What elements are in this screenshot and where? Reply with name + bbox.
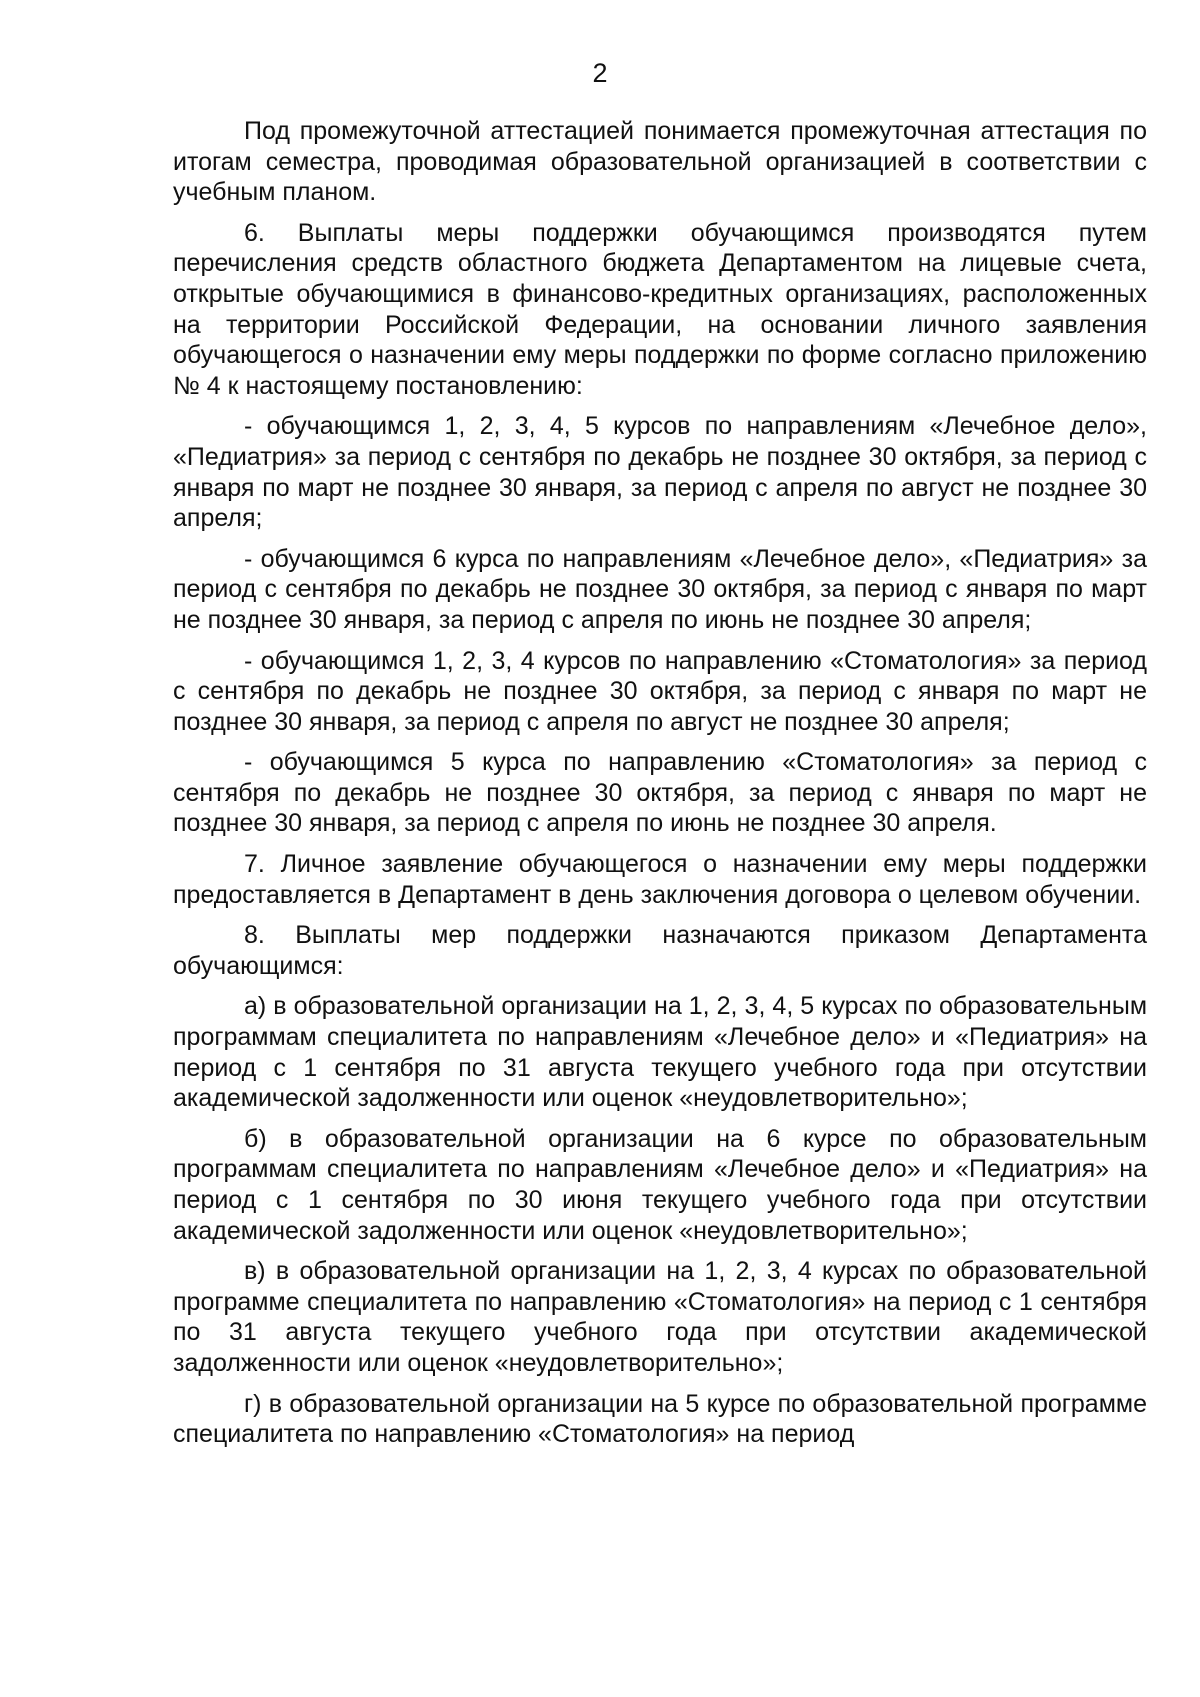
list-item-a: а) в образовательной организации на 1, 2, 3, 4, 5 курсах по образовательным программам специалитета по направлениям «Лечебное дело» и «Педиатрия» на период с 1 сентября по 31 августа текущего учебного года при отсутствии академической задолженности или оценок «неудовлетворительно»; (173, 992, 1147, 1113)
paragraph-8-order: 8. Выплаты мер поддержки назначаются приказом Департамента обучающимся: (173, 921, 1147, 980)
paragraph-7-application: 7. Личное заявление обучающегося о назначении ему меры поддержки предоставляется в Департамент в день заключения договора о целевом обучении. (173, 850, 1147, 909)
list-item-v: в) в образовательной организации на 1, 2, 3, 4 курсах по образовательной программе специалитета по направлению «Стоматология» на период с 1 сентября по 31 августа текущего учебного года при отсутствии академической задолженности или оценок «неудовлетворительно»; (173, 1257, 1147, 1377)
list-item-course-6-general: - обучающимся 6 курса по направлениям «Лечебное дело», «Педиатрия» за период с сентября по декабрь не позднее 30 октября, за период с января по март не позднее 30 января, за период с апреля по июнь не позднее 30 апреля; (173, 544, 1147, 634)
page-number: 2 (592, 58, 608, 88)
document-body (173, 116, 1147, 1460)
list-item-g: г) в образовательной организации на 5 курсе по образовательной программе специалитета по направлению «Стоматология» на период (173, 1389, 1147, 1449)
list-item-course-5-dentistry: - обучающимся 5 курса по направлению «Стоматология» за период с сентября по декабрь не позднее 30 октября, за период с января по март не позднее 30 января, за период с апреля по июнь не позднее 30 апреля. (173, 748, 1147, 838)
list-item-courses-1-5-general: - обучающимся 1, 2, 3, 4, 5 курсов по направлениям «Лечебное дело», «Педиатрия» за период с сентября по декабрь не позднее 30 октября, за период с января по март не позднее 30 января, за период с апреля по август не позднее 30 апреля; (173, 412, 1147, 533)
list-item-courses-1-4-dentistry: - обучающимся 1, 2, 3, 4 курсов по направлению «Стоматология» за период с сентября по декабрь не позднее 30 октября, за период с января по март не позднее 30 января, за период с апреля по август не позднее 30 апреля; (173, 646, 1147, 736)
list-item-b: б) в образовательной организации на 6 курсе по образовательным программам специалитета по направлениям «Лечебное дело» и «Педиатрия» на период с 1 сентября по 30 июня текущего учебного года при отсутствии академической задолженности или оценок «неудовлетворительно»; (173, 1124, 1147, 1245)
paragraph-6-payments: 6. Выплаты меры поддержки обучающимся производятся путем перечисления средств областного бюджета Департаментом на лицевые счета, открытые обучающимися в финансово-кредитных организациях, расположенных на территории Российской Федерации, на основании личного заявления обучающегося о назначении ему меры поддержки по форме согласно приложению № 4 к настоящему постановлению: (173, 218, 1147, 400)
paragraph-interim-certification: Под промежуточной аттестацией понимается промежуточная аттестация по итогам семестра, проводимая образовательной организацией в соответствии с учебным планом. (173, 117, 1147, 207)
